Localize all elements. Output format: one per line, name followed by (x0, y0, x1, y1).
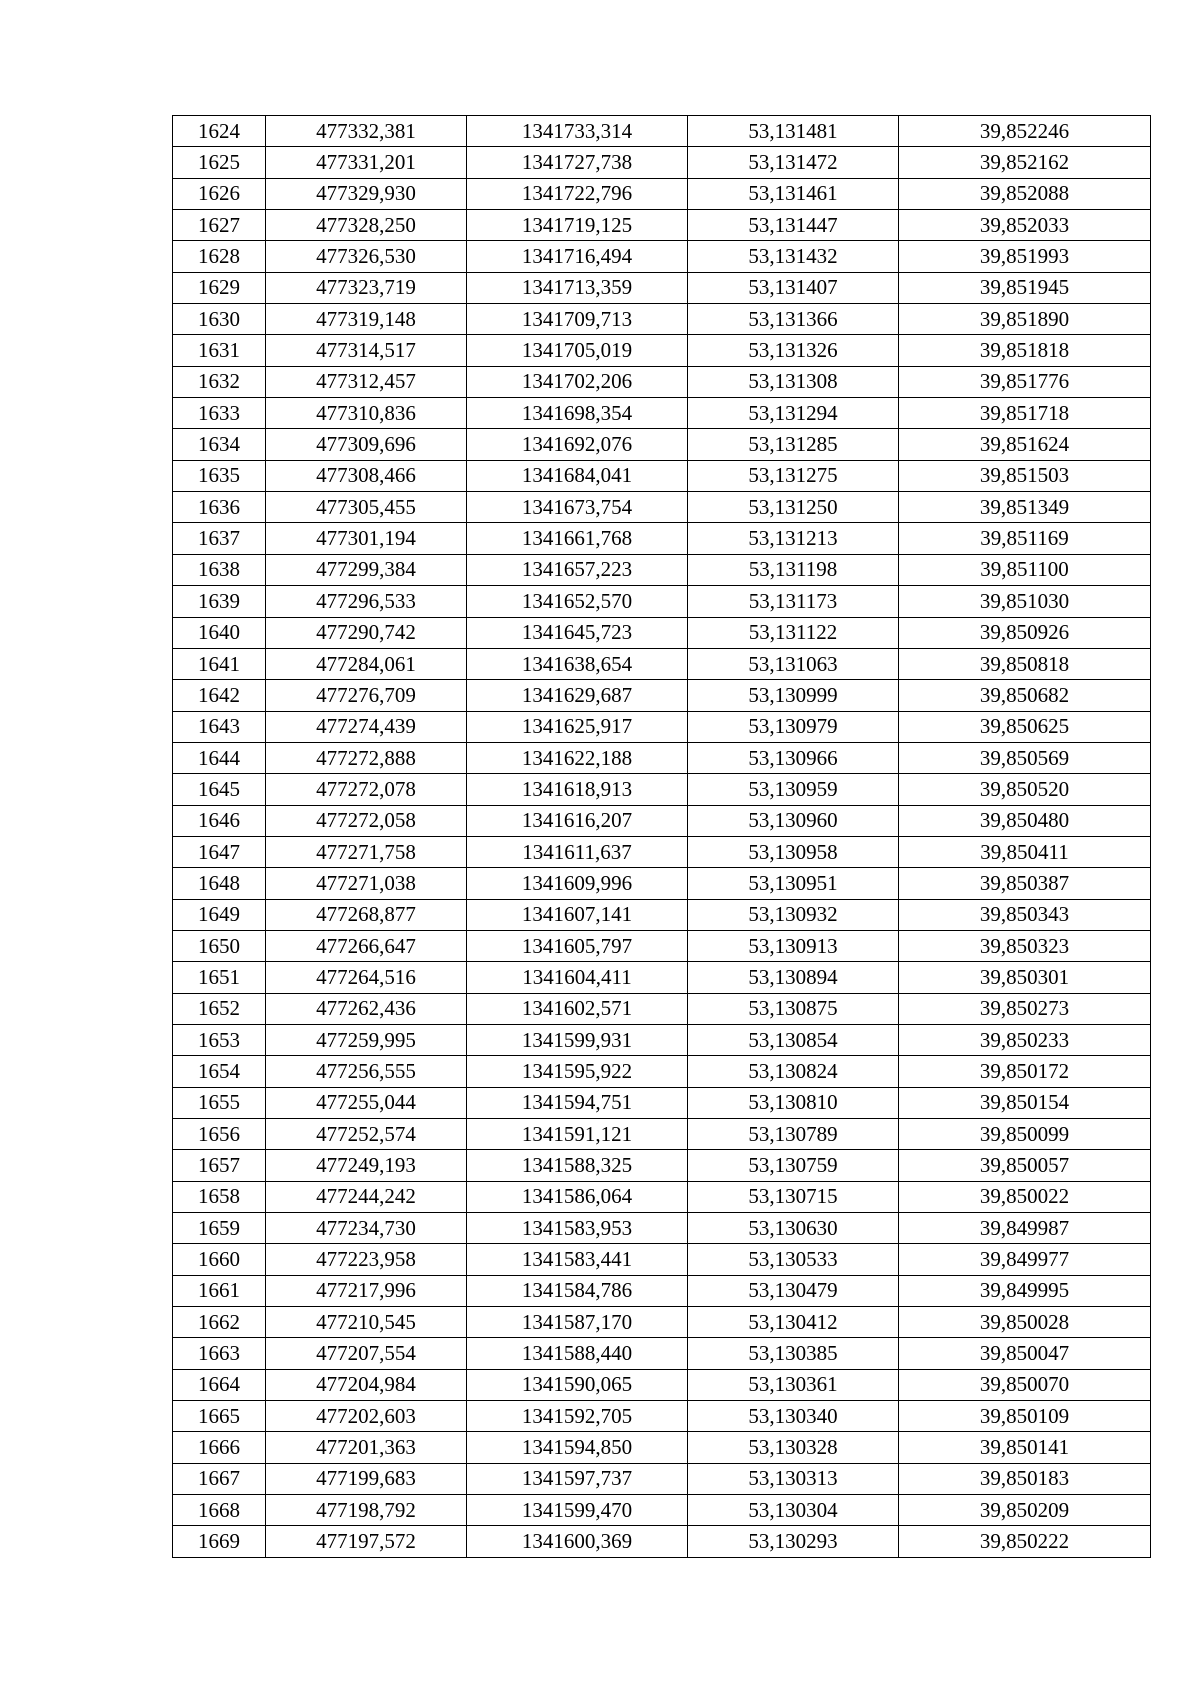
longitude-cell: 39,851030 (899, 586, 1151, 617)
x-coordinate-cell: 477271,038 (266, 868, 467, 899)
y-coordinate-cell: 1341618,913 (467, 774, 688, 805)
x-coordinate-cell: 477256,555 (266, 1056, 467, 1087)
x-coordinate-cell: 477331,201 (266, 147, 467, 178)
y-coordinate-cell: 1341727,738 (467, 147, 688, 178)
point-number-cell: 1657 (173, 1150, 266, 1181)
y-coordinate-cell: 1341587,170 (467, 1307, 688, 1338)
latitude-cell: 53,130328 (688, 1432, 899, 1463)
longitude-cell: 39,850625 (899, 711, 1151, 742)
y-coordinate-cell: 1341607,141 (467, 899, 688, 930)
x-coordinate-cell: 477332,381 (266, 116, 467, 147)
y-coordinate-cell: 1341719,125 (467, 210, 688, 241)
longitude-cell: 39,850057 (899, 1150, 1151, 1181)
x-coordinate-cell: 477268,877 (266, 899, 467, 930)
table-row (173, 1369, 1151, 1400)
point-number-cell: 1663 (173, 1338, 266, 1369)
table-row (173, 648, 1151, 679)
table-row (173, 1526, 1151, 1557)
point-number-cell: 1660 (173, 1244, 266, 1275)
latitude-cell: 53,130960 (688, 805, 899, 836)
x-coordinate-cell: 477197,572 (266, 1526, 467, 1557)
point-number-cell: 1656 (173, 1119, 266, 1150)
table-row (173, 1056, 1151, 1087)
latitude-cell: 53,130479 (688, 1275, 899, 1306)
longitude-cell: 39,851818 (899, 335, 1151, 366)
table-row (173, 304, 1151, 335)
y-coordinate-cell: 1341702,206 (467, 366, 688, 397)
latitude-cell: 53,131285 (688, 429, 899, 460)
y-coordinate-cell: 1341616,207 (467, 805, 688, 836)
table-row (173, 1432, 1151, 1463)
longitude-cell: 39,850411 (899, 836, 1151, 867)
table-row (173, 366, 1151, 397)
latitude-cell: 53,130715 (688, 1181, 899, 1212)
x-coordinate-cell: 477202,603 (266, 1401, 467, 1432)
longitude-cell: 39,850273 (899, 993, 1151, 1024)
x-coordinate-cell: 477255,044 (266, 1087, 467, 1118)
longitude-cell: 39,850141 (899, 1432, 1151, 1463)
x-coordinate-cell: 477312,457 (266, 366, 467, 397)
y-coordinate-cell: 1341599,931 (467, 1024, 688, 1055)
y-coordinate-cell: 1341638,654 (467, 648, 688, 679)
longitude-cell: 39,850682 (899, 680, 1151, 711)
longitude-cell: 39,850233 (899, 1024, 1151, 1055)
latitude-cell: 53,130824 (688, 1056, 899, 1087)
latitude-cell: 53,130361 (688, 1369, 899, 1400)
latitude-cell: 53,131294 (688, 398, 899, 429)
longitude-cell: 39,850569 (899, 742, 1151, 773)
longitude-cell: 39,850109 (899, 1401, 1151, 1432)
y-coordinate-cell: 1341611,637 (467, 836, 688, 867)
latitude-cell: 53,130854 (688, 1024, 899, 1055)
x-coordinate-cell: 477249,193 (266, 1150, 467, 1181)
y-coordinate-cell: 1341722,796 (467, 178, 688, 209)
longitude-cell: 39,851169 (899, 523, 1151, 554)
latitude-cell: 53,130951 (688, 868, 899, 899)
table-row (173, 1307, 1151, 1338)
y-coordinate-cell: 1341595,922 (467, 1056, 688, 1087)
table-row (173, 836, 1151, 867)
longitude-cell: 39,851624 (899, 429, 1151, 460)
longitude-cell: 39,850022 (899, 1181, 1151, 1212)
x-coordinate-cell: 477328,250 (266, 210, 467, 241)
table-row (173, 147, 1151, 178)
table-row (173, 523, 1151, 554)
y-coordinate-cell: 1341588,440 (467, 1338, 688, 1369)
table-row (173, 1244, 1151, 1275)
table-row (173, 680, 1151, 711)
latitude-cell: 53,131481 (688, 116, 899, 147)
longitude-cell: 39,850480 (899, 805, 1151, 836)
latitude-cell: 53,130313 (688, 1463, 899, 1494)
y-coordinate-cell: 1341673,754 (467, 492, 688, 523)
point-number-cell: 1645 (173, 774, 266, 805)
longitude-cell: 39,851100 (899, 554, 1151, 585)
table-row (173, 398, 1151, 429)
point-number-cell: 1649 (173, 899, 266, 930)
longitude-cell: 39,851993 (899, 241, 1151, 272)
point-number-cell: 1626 (173, 178, 266, 209)
table-row (173, 742, 1151, 773)
latitude-cell: 53,130999 (688, 680, 899, 711)
x-coordinate-cell: 477199,683 (266, 1463, 467, 1494)
y-coordinate-cell: 1341583,441 (467, 1244, 688, 1275)
y-coordinate-cell: 1341692,076 (467, 429, 688, 460)
table-row (173, 272, 1151, 303)
x-coordinate-cell: 477223,958 (266, 1244, 467, 1275)
latitude-cell: 53,131275 (688, 460, 899, 491)
longitude-cell: 39,849987 (899, 1213, 1151, 1244)
coordinates-table-body (173, 116, 1151, 1558)
longitude-cell: 39,850926 (899, 617, 1151, 648)
x-coordinate-cell: 477309,696 (266, 429, 467, 460)
point-number-cell: 1651 (173, 962, 266, 993)
x-coordinate-cell: 477204,984 (266, 1369, 467, 1400)
point-number-cell: 1661 (173, 1275, 266, 1306)
point-number-cell: 1625 (173, 147, 266, 178)
longitude-cell: 39,850520 (899, 774, 1151, 805)
y-coordinate-cell: 1341600,369 (467, 1526, 688, 1557)
point-number-cell: 1662 (173, 1307, 266, 1338)
table-row (173, 335, 1151, 366)
point-number-cell: 1669 (173, 1526, 266, 1557)
x-coordinate-cell: 477266,647 (266, 930, 467, 961)
table-row (173, 617, 1151, 648)
longitude-cell: 39,851503 (899, 460, 1151, 491)
table-row (173, 1463, 1151, 1494)
latitude-cell: 53,130385 (688, 1338, 899, 1369)
x-coordinate-cell: 477198,792 (266, 1495, 467, 1526)
point-number-cell: 1634 (173, 429, 266, 460)
y-coordinate-cell: 1341629,687 (467, 680, 688, 711)
x-coordinate-cell: 477252,574 (266, 1119, 467, 1150)
latitude-cell: 53,130966 (688, 742, 899, 773)
point-number-cell: 1666 (173, 1432, 266, 1463)
latitude-cell: 53,131173 (688, 586, 899, 617)
table-row (173, 993, 1151, 1024)
point-number-cell: 1648 (173, 868, 266, 899)
point-number-cell: 1653 (173, 1024, 266, 1055)
point-number-cell: 1643 (173, 711, 266, 742)
y-coordinate-cell: 1341586,064 (467, 1181, 688, 1212)
x-coordinate-cell: 477271,758 (266, 836, 467, 867)
point-number-cell: 1629 (173, 272, 266, 303)
point-number-cell: 1654 (173, 1056, 266, 1087)
point-number-cell: 1650 (173, 930, 266, 961)
x-coordinate-cell: 477326,530 (266, 241, 467, 272)
latitude-cell: 53,130630 (688, 1213, 899, 1244)
x-coordinate-cell: 477284,061 (266, 648, 467, 679)
y-coordinate-cell: 1341716,494 (467, 241, 688, 272)
longitude-cell: 39,850222 (899, 1526, 1151, 1557)
point-number-cell: 1631 (173, 335, 266, 366)
table-row (173, 1150, 1151, 1181)
table-row (173, 492, 1151, 523)
point-number-cell: 1627 (173, 210, 266, 241)
longitude-cell: 39,850387 (899, 868, 1151, 899)
latitude-cell: 53,130293 (688, 1526, 899, 1557)
table-row (173, 1181, 1151, 1212)
longitude-cell: 39,850183 (899, 1463, 1151, 1494)
table-row (173, 429, 1151, 460)
table-row (173, 1401, 1151, 1432)
latitude-cell: 53,131366 (688, 304, 899, 335)
y-coordinate-cell: 1341713,359 (467, 272, 688, 303)
x-coordinate-cell: 477201,363 (266, 1432, 467, 1463)
table-row (173, 116, 1151, 147)
x-coordinate-cell: 477290,742 (266, 617, 467, 648)
x-coordinate-cell: 477262,436 (266, 993, 467, 1024)
point-number-cell: 1637 (173, 523, 266, 554)
point-number-cell: 1647 (173, 836, 266, 867)
point-number-cell: 1664 (173, 1369, 266, 1400)
x-coordinate-cell: 477299,384 (266, 554, 467, 585)
point-number-cell: 1628 (173, 241, 266, 272)
y-coordinate-cell: 1341733,314 (467, 116, 688, 147)
latitude-cell: 53,131198 (688, 554, 899, 585)
point-number-cell: 1659 (173, 1213, 266, 1244)
y-coordinate-cell: 1341591,121 (467, 1119, 688, 1150)
x-coordinate-cell: 477296,533 (266, 586, 467, 617)
x-coordinate-cell: 477272,078 (266, 774, 467, 805)
table-row (173, 241, 1151, 272)
point-number-cell: 1640 (173, 617, 266, 648)
point-number-cell: 1638 (173, 554, 266, 585)
point-number-cell: 1639 (173, 586, 266, 617)
x-coordinate-cell: 477207,554 (266, 1338, 467, 1369)
y-coordinate-cell: 1341661,768 (467, 523, 688, 554)
point-number-cell: 1641 (173, 648, 266, 679)
latitude-cell: 53,130304 (688, 1495, 899, 1526)
point-number-cell: 1652 (173, 993, 266, 1024)
point-number-cell: 1665 (173, 1401, 266, 1432)
y-coordinate-cell: 1341594,751 (467, 1087, 688, 1118)
latitude-cell: 53,130959 (688, 774, 899, 805)
longitude-cell: 39,850070 (899, 1369, 1151, 1400)
longitude-cell: 39,850343 (899, 899, 1151, 930)
x-coordinate-cell: 477310,836 (266, 398, 467, 429)
longitude-cell: 39,849995 (899, 1275, 1151, 1306)
table-row (173, 774, 1151, 805)
x-coordinate-cell: 477276,709 (266, 680, 467, 711)
latitude-cell: 53,130979 (688, 711, 899, 742)
latitude-cell: 53,130759 (688, 1150, 899, 1181)
latitude-cell: 53,131447 (688, 210, 899, 241)
latitude-cell: 53,131432 (688, 241, 899, 272)
y-coordinate-cell: 1341583,953 (467, 1213, 688, 1244)
y-coordinate-cell: 1341584,786 (467, 1275, 688, 1306)
longitude-cell: 39,851776 (899, 366, 1151, 397)
latitude-cell: 53,131472 (688, 147, 899, 178)
latitude-cell: 53,130875 (688, 993, 899, 1024)
y-coordinate-cell: 1341645,723 (467, 617, 688, 648)
latitude-cell: 53,131461 (688, 178, 899, 209)
latitude-cell: 53,130412 (688, 1307, 899, 1338)
x-coordinate-cell: 477301,194 (266, 523, 467, 554)
longitude-cell: 39,851945 (899, 272, 1151, 303)
x-coordinate-cell: 477272,058 (266, 805, 467, 836)
table-row (173, 930, 1151, 961)
table-row (173, 868, 1151, 899)
latitude-cell: 53,130810 (688, 1087, 899, 1118)
longitude-cell: 39,852033 (899, 210, 1151, 241)
longitude-cell: 39,850154 (899, 1087, 1151, 1118)
x-coordinate-cell: 477323,719 (266, 272, 467, 303)
longitude-cell: 39,849977 (899, 1244, 1151, 1275)
x-coordinate-cell: 477274,439 (266, 711, 467, 742)
point-number-cell: 1632 (173, 366, 266, 397)
point-number-cell: 1630 (173, 304, 266, 335)
y-coordinate-cell: 1341622,188 (467, 742, 688, 773)
x-coordinate-cell: 477329,930 (266, 178, 467, 209)
y-coordinate-cell: 1341657,223 (467, 554, 688, 585)
y-coordinate-cell: 1341590,065 (467, 1369, 688, 1400)
table-row (173, 210, 1151, 241)
latitude-cell: 53,131250 (688, 492, 899, 523)
table-row (173, 1275, 1151, 1306)
longitude-cell: 39,850323 (899, 930, 1151, 961)
point-number-cell: 1644 (173, 742, 266, 773)
longitude-cell: 39,852246 (899, 116, 1151, 147)
point-number-cell: 1642 (173, 680, 266, 711)
longitude-cell: 39,850099 (899, 1119, 1151, 1150)
x-coordinate-cell: 477234,730 (266, 1213, 467, 1244)
x-coordinate-cell: 477319,148 (266, 304, 467, 335)
point-number-cell: 1633 (173, 398, 266, 429)
x-coordinate-cell: 477244,242 (266, 1181, 467, 1212)
y-coordinate-cell: 1341588,325 (467, 1150, 688, 1181)
latitude-cell: 53,131063 (688, 648, 899, 679)
latitude-cell: 53,130958 (688, 836, 899, 867)
y-coordinate-cell: 1341599,470 (467, 1495, 688, 1526)
table-row (173, 899, 1151, 930)
longitude-cell: 39,850047 (899, 1338, 1151, 1369)
table-row (173, 1024, 1151, 1055)
latitude-cell: 53,130533 (688, 1244, 899, 1275)
longitude-cell: 39,852088 (899, 178, 1151, 209)
x-coordinate-cell: 477314,517 (266, 335, 467, 366)
point-number-cell: 1646 (173, 805, 266, 836)
table-row (173, 1213, 1151, 1244)
y-coordinate-cell: 1341652,570 (467, 586, 688, 617)
y-coordinate-cell: 1341709,713 (467, 304, 688, 335)
point-number-cell: 1667 (173, 1463, 266, 1494)
x-coordinate-cell: 477259,995 (266, 1024, 467, 1055)
latitude-cell: 53,131213 (688, 523, 899, 554)
table-row (173, 554, 1151, 585)
longitude-cell: 39,852162 (899, 147, 1151, 178)
x-coordinate-cell: 477308,466 (266, 460, 467, 491)
y-coordinate-cell: 1341602,571 (467, 993, 688, 1024)
point-number-cell: 1658 (173, 1181, 266, 1212)
point-number-cell: 1636 (173, 492, 266, 523)
y-coordinate-cell: 1341625,917 (467, 711, 688, 742)
x-coordinate-cell: 477217,996 (266, 1275, 467, 1306)
latitude-cell: 53,131122 (688, 617, 899, 648)
x-coordinate-cell: 477210,545 (266, 1307, 467, 1338)
y-coordinate-cell: 1341705,019 (467, 335, 688, 366)
latitude-cell: 53,131407 (688, 272, 899, 303)
table-row (173, 962, 1151, 993)
table-row (173, 805, 1151, 836)
latitude-cell: 53,131308 (688, 366, 899, 397)
x-coordinate-cell: 477305,455 (266, 492, 467, 523)
latitude-cell: 53,130932 (688, 899, 899, 930)
latitude-cell: 53,131326 (688, 335, 899, 366)
longitude-cell: 39,850028 (899, 1307, 1151, 1338)
y-coordinate-cell: 1341684,041 (467, 460, 688, 491)
latitude-cell: 53,130789 (688, 1119, 899, 1150)
y-coordinate-cell: 1341594,850 (467, 1432, 688, 1463)
table-row (173, 1495, 1151, 1526)
latitude-cell: 53,130340 (688, 1401, 899, 1432)
y-coordinate-cell: 1341597,737 (467, 1463, 688, 1494)
y-coordinate-cell: 1341592,705 (467, 1401, 688, 1432)
table-row (173, 178, 1151, 209)
coordinates-table (172, 115, 1151, 1558)
longitude-cell: 39,850172 (899, 1056, 1151, 1087)
latitude-cell: 53,130894 (688, 962, 899, 993)
longitude-cell: 39,851718 (899, 398, 1151, 429)
table-row (173, 711, 1151, 742)
point-number-cell: 1624 (173, 116, 266, 147)
longitude-cell: 39,851890 (899, 304, 1151, 335)
y-coordinate-cell: 1341609,996 (467, 868, 688, 899)
longitude-cell: 39,850301 (899, 962, 1151, 993)
longitude-cell: 39,851349 (899, 492, 1151, 523)
point-number-cell: 1635 (173, 460, 266, 491)
table-row (173, 1338, 1151, 1369)
table-row (173, 1087, 1151, 1118)
longitude-cell: 39,850818 (899, 648, 1151, 679)
y-coordinate-cell: 1341698,354 (467, 398, 688, 429)
x-coordinate-cell: 477272,888 (266, 742, 467, 773)
point-number-cell: 1668 (173, 1495, 266, 1526)
table-row (173, 1119, 1151, 1150)
y-coordinate-cell: 1341604,411 (467, 962, 688, 993)
table-row (173, 586, 1151, 617)
latitude-cell: 53,130913 (688, 930, 899, 961)
longitude-cell: 39,850209 (899, 1495, 1151, 1526)
y-coordinate-cell: 1341605,797 (467, 930, 688, 961)
table-row (173, 460, 1151, 491)
x-coordinate-cell: 477264,516 (266, 962, 467, 993)
point-number-cell: 1655 (173, 1087, 266, 1118)
